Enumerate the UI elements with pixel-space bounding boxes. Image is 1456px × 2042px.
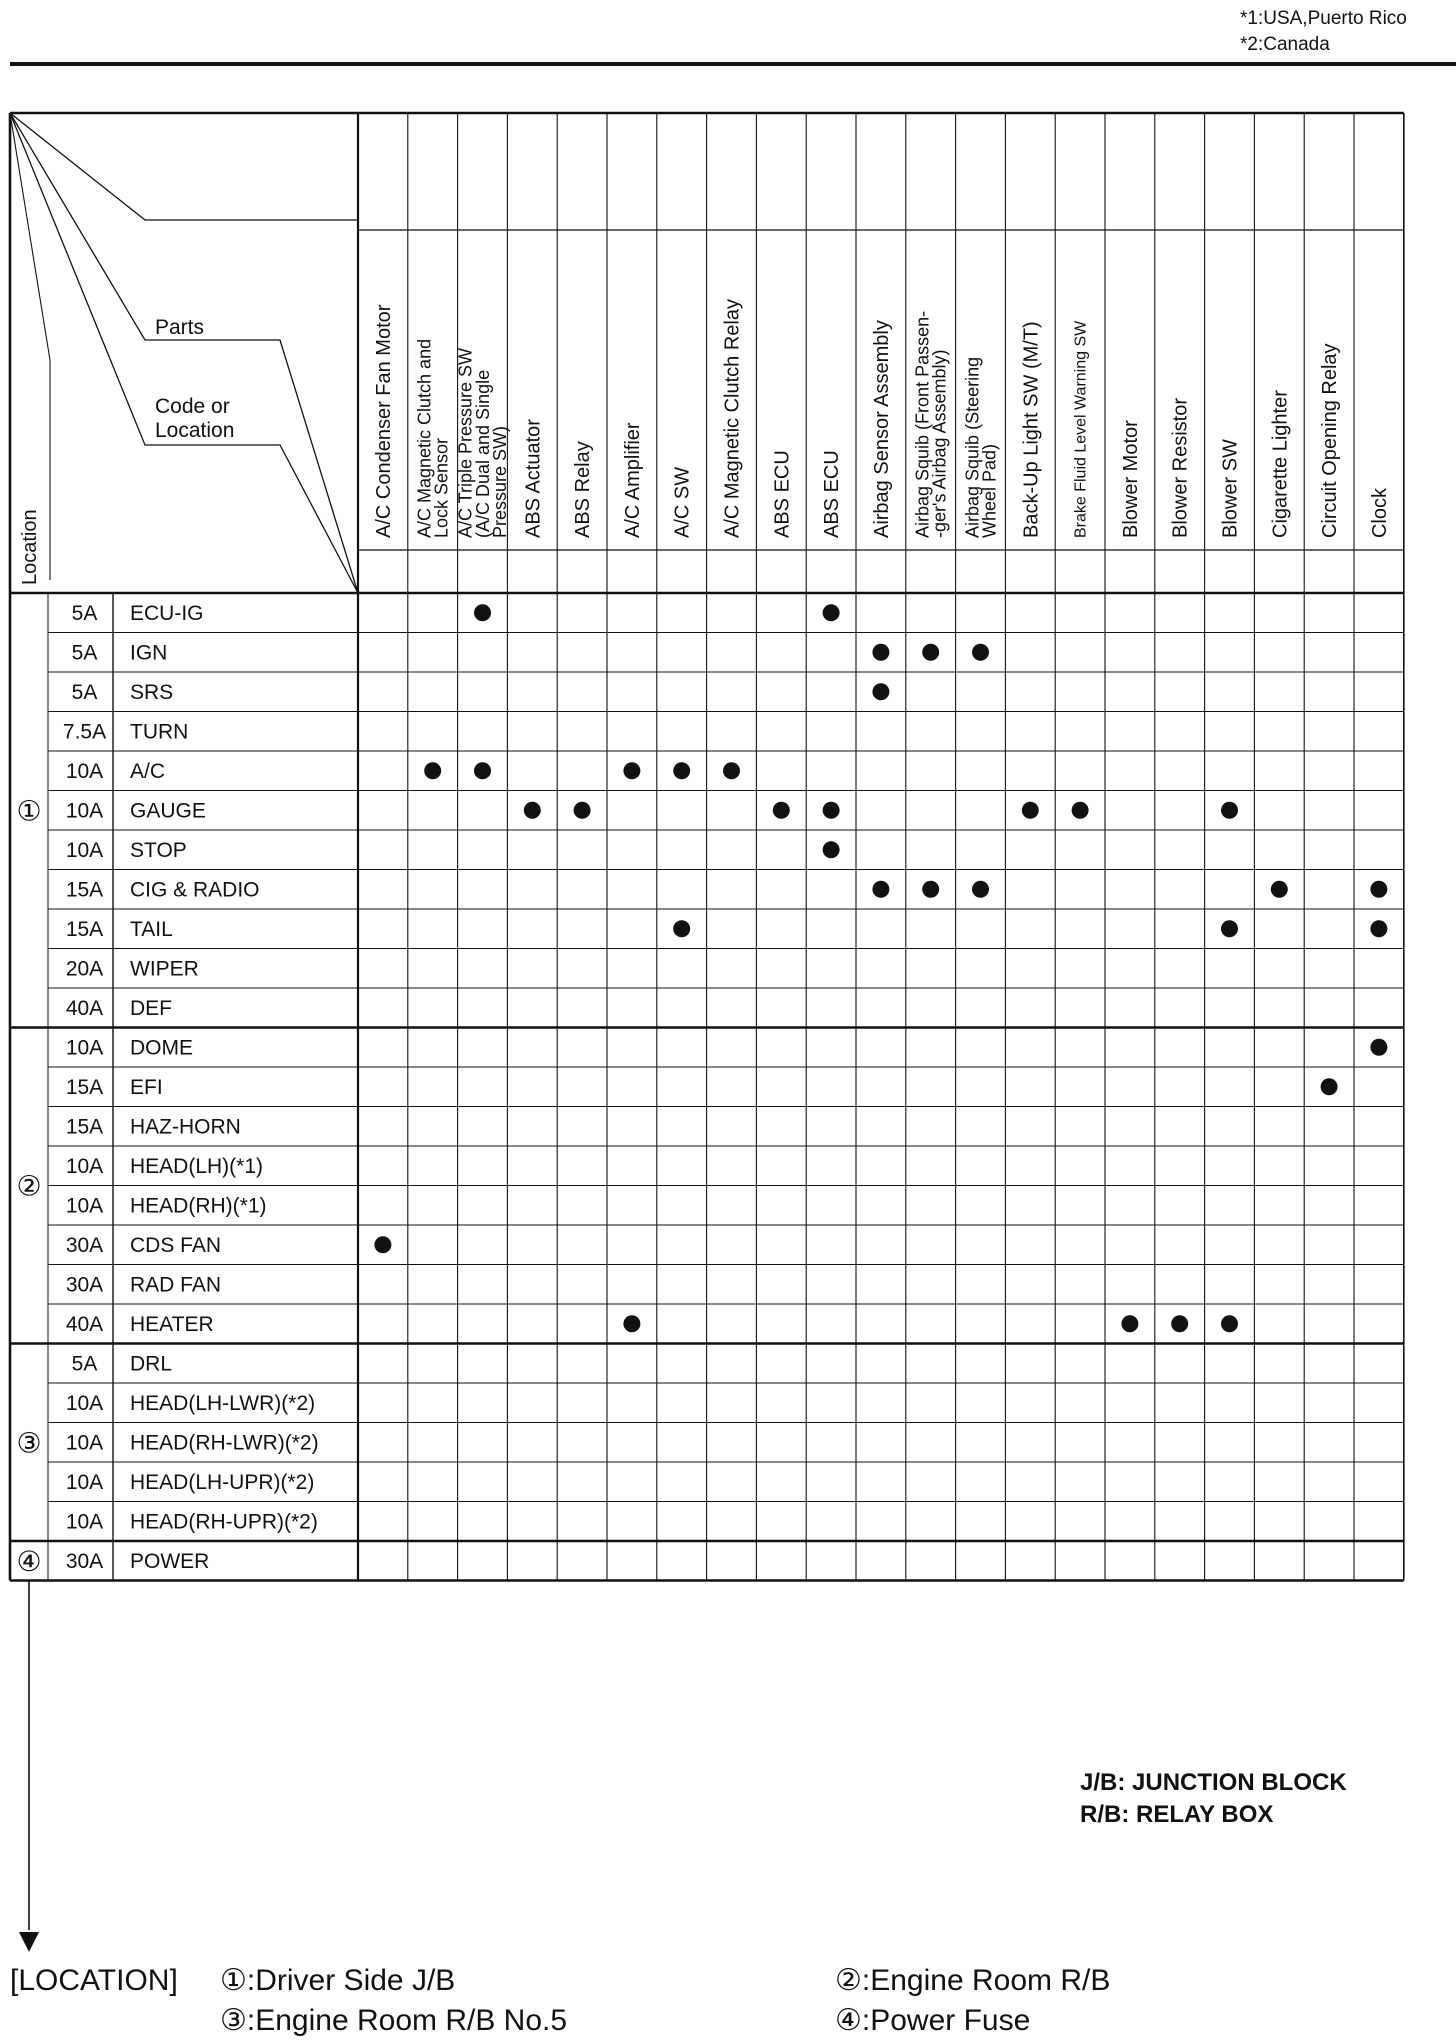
row-circuit-name: STOP (130, 838, 187, 862)
connection-dot (773, 802, 790, 819)
column-header-13: Back-Up Light SW (M/T) (1020, 321, 1043, 538)
column-header-5: A/C Amplifier (621, 422, 644, 538)
row-amperage: 10A (65, 799, 104, 823)
column-header-2: (A/C Dual and Single (472, 369, 493, 538)
connection-dot (1221, 802, 1238, 819)
row-amperage: 5A (71, 641, 98, 665)
connection-dot (723, 762, 740, 779)
row-amperage: 15A (65, 917, 104, 941)
column-header-3: ABS Actuator (522, 419, 545, 538)
row-amperage: 10A (65, 1154, 104, 1178)
connection-dot (922, 644, 939, 661)
connection-dot (1370, 1039, 1387, 1056)
group-symbol: ③ (16, 1427, 42, 1459)
footnote-2: *2:Canada (1240, 34, 1330, 55)
column-header-1: A/C Magnetic Clutch and (414, 338, 435, 538)
row-circuit-name: RAD FAN (130, 1273, 222, 1297)
row-circuit-name: GAUGE (130, 799, 206, 823)
row-amperage: 30A (65, 1233, 104, 1257)
row-amperage: 20A (65, 957, 104, 981)
connection-dot (424, 762, 441, 779)
row-circuit-name: HEATER (130, 1312, 214, 1336)
connection-dot (1171, 1315, 1188, 1332)
corner-label-location-vertical: Location (19, 509, 41, 585)
column-header-12: Airbag Squib (Steering (962, 356, 983, 538)
row-circuit-name: HEAD(LH-LWR)(*2) (130, 1391, 316, 1415)
corner-diagonal (10, 113, 358, 593)
connection-dot (823, 841, 840, 858)
row-amperage: 10A (65, 1470, 104, 1494)
column-header-11: Airbag Squib (Front Passen- (912, 310, 933, 538)
row-amperage: 10A (65, 759, 104, 783)
row-amperage: 10A (65, 1510, 104, 1534)
connection-dot (474, 604, 491, 621)
abbreviation-legend (1080, 1767, 1347, 1831)
group-symbol: ① (16, 795, 42, 827)
location-arrow-head (19, 1932, 39, 1952)
row-circuit-name: HEAD(RH)(*1) (130, 1194, 267, 1218)
column-header-20: Clock (1368, 487, 1391, 538)
column-header-2: A/C Triple Pressure SW (455, 347, 476, 538)
column-header-1: Lock Sensor (431, 437, 452, 538)
row-circuit-name: EFI (130, 1075, 163, 1099)
row-circuit-name: CIG & RADIO (130, 878, 260, 902)
row-amperage: 30A (65, 1549, 104, 1573)
column-header-10: Airbag Sensor Assembly (870, 320, 893, 538)
location-item-1: ①:Driver Side J/B (220, 1964, 456, 1997)
group-symbol: ② (16, 1170, 42, 1202)
row-circuit-name: SRS (130, 680, 174, 704)
row-amperage: 30A (65, 1273, 104, 1297)
row-amperage: 5A (71, 680, 98, 704)
row-circuit-name: HEAD(LH-UPR)(*2) (130, 1470, 315, 1494)
connection-dot (972, 644, 989, 661)
row-amperage: 40A (65, 1312, 104, 1336)
connection-dot (1221, 1315, 1238, 1332)
row-circuit-name: ECU-IG (130, 601, 204, 625)
location-item-3: ③:Engine Room R/B No.5 (220, 2004, 568, 2037)
column-header-0: A/C Condenser Fan Motor (372, 304, 395, 538)
row-amperage: 10A (65, 1194, 104, 1218)
location-item-2: ②:Engine Room R/B (835, 1964, 1111, 1997)
row-amperage: 5A (71, 601, 98, 625)
row-circuit-name: TAIL (130, 917, 173, 941)
column-header-7: A/C Magnetic Clutch Relay (721, 299, 744, 538)
corner-diagonal (10, 113, 358, 220)
column-header-18: Cigarette Lighter (1269, 390, 1292, 538)
row-circuit-name: HEAD(RH-LWR)(*2) (130, 1431, 319, 1455)
row-amperage: 5A (71, 1352, 98, 1376)
row-circuit-name: IGN (130, 641, 168, 665)
row-amperage: 10A (65, 1391, 104, 1415)
connection-dot (474, 762, 491, 779)
column-header-2: Pressure SW) (489, 425, 510, 538)
abbr-jb: J/B: JUNCTION BLOCK (1080, 1769, 1347, 1796)
column-header-4: ABS Relay (572, 441, 595, 538)
connection-dot (1370, 920, 1387, 937)
connection-dot (524, 802, 541, 819)
column-header-6: A/C SW (671, 466, 694, 538)
connection-dot (673, 920, 690, 937)
column-header-19: Circuit Opening Relay (1319, 343, 1342, 538)
column-header-15: Blower Motor (1119, 420, 1142, 538)
row-circuit-name: HEAD(RH-UPR)(*2) (130, 1510, 318, 1534)
row-circuit-name: HEAD(LH)(*1) (130, 1154, 264, 1178)
connection-dot (1271, 881, 1288, 898)
column-header-17: Blower SW (1219, 439, 1242, 538)
row-circuit-name: DRL (130, 1352, 173, 1376)
connection-dot (1022, 802, 1039, 819)
corner-label-parts: Parts (155, 316, 205, 339)
column-header-11: -ger's Airbag Assembly) (929, 349, 950, 538)
row-amperage: 40A (65, 996, 104, 1020)
connection-dot (922, 881, 939, 898)
connection-dot (623, 1315, 640, 1332)
abbr-rb: R/B: RELAY BOX (1080, 1801, 1274, 1828)
connection-dot (872, 644, 889, 661)
corner-diagonal (10, 113, 358, 593)
connection-dot (1370, 881, 1387, 898)
row-amperage: 7.5A (62, 720, 107, 744)
connection-dot (1072, 802, 1089, 819)
connection-dot (1121, 1315, 1138, 1332)
connection-dot (574, 802, 591, 819)
column-header-12: Wheel Pad) (979, 443, 1000, 538)
corner-label-location: Location (155, 419, 235, 442)
column-header-8: ABS ECU (771, 450, 794, 538)
connection-dot (823, 604, 840, 621)
row-circuit-name: TURN (130, 720, 189, 744)
column-header-14: Brake Fluid Level Warning SW (1072, 320, 1090, 538)
row-amperage: 10A (65, 1431, 104, 1455)
location-item-4: ④:Power Fuse (835, 2004, 1031, 2037)
column-header-9: ABS ECU (821, 450, 844, 538)
connection-dot (1221, 920, 1238, 937)
connection-dot (872, 881, 889, 898)
connection-dot (872, 683, 889, 700)
corner-label-code: Code or (155, 395, 230, 418)
row-amperage: 15A (65, 878, 104, 902)
connection-dot (673, 762, 690, 779)
column-header-16: Blower Resistor (1169, 397, 1192, 538)
row-circuit-name: HAZ-HORN (130, 1115, 241, 1139)
row-amperage: 10A (65, 1036, 104, 1060)
row-circuit-name: DEF (130, 996, 172, 1020)
row-amperage: 10A (65, 838, 104, 862)
location-legend-key: [LOCATION] (10, 1964, 178, 1997)
group-symbol: ④ (16, 1545, 42, 1577)
connection-dot (1321, 1078, 1338, 1095)
row-amperage: 15A (65, 1075, 104, 1099)
row-circuit-name: A/C (130, 759, 166, 783)
footnote-1: *1:USA,Puerto Rico (1240, 8, 1407, 29)
row-circuit-name: CDS FAN (130, 1233, 222, 1257)
connection-dot (374, 1236, 391, 1253)
row-amperage: 15A (65, 1115, 104, 1139)
connection-dot (623, 762, 640, 779)
row-circuit-name: DOME (130, 1036, 193, 1060)
row-circuit-name: POWER (130, 1549, 210, 1573)
row-circuit-name: WIPER (130, 957, 199, 981)
connection-dot (823, 802, 840, 819)
connection-dot (972, 881, 989, 898)
